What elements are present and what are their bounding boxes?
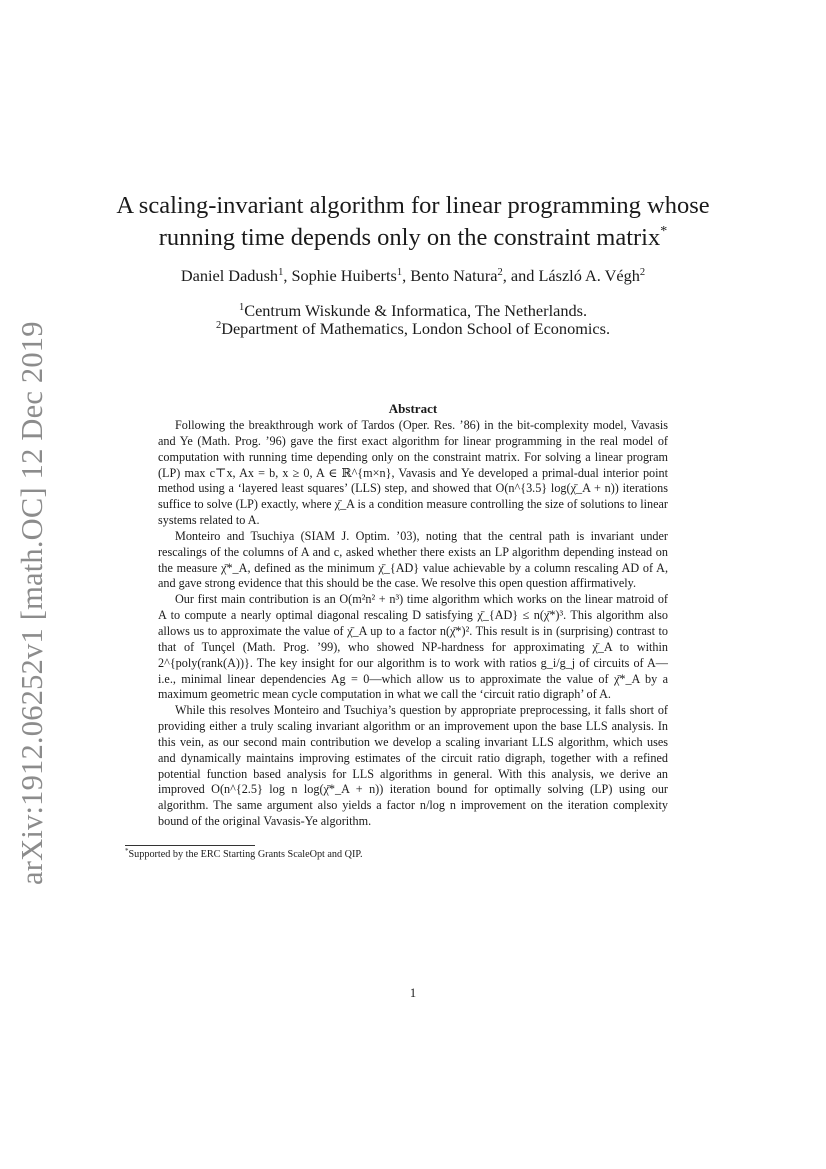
abstract-heading: Abstract [388,401,438,416]
title-line-1: A scaling-invariant algorithm for linear programming whose [116,192,710,219]
author-name: Sophie Huiberts [291,266,397,285]
author-affil-marker: 2 [497,267,503,278]
title-line-2: running time depends only on the constraint matrix* [158,224,668,251]
arxiv-identifier-stamp: arXiv:1912.06252v1 [math.OC] 12 Dec 2019 [15,321,49,885]
abstract-paragraph-4: While this resolves Monteiro and Tsuchiya’s question by appropriate preprocessing, it falls short of providing either a truly scaling invariant algorithm or an improvement upon the base LLS analysis. In this vein, as our second main contribution we develop a scaling invariant LLS algorithm, which uses and dynamically maintains improving estimates of the circuit ratio digraph, together with a refined potential function based analysis for LLS algorithms in general. With this analysis, we derive an improved O(n^{2.5} log n log(χ̄*_A + n)) iteration bound for optimally solving (LP) using our algorithm. The same argument also yields a factor n/log n improvement on the iteration complexity bound of the original Vavasis-Ye algorithm. [158,703,668,829]
affiliation-1: $^1$Centrum Wiskunde & Informatica, The Netherlands. [238,301,588,320]
author-name: Daniel Dadush [180,266,279,285]
author-affil-marker: 1 [278,267,284,278]
author-name: László A. Végh [538,266,640,285]
abstract-paragraph-3: Our first main contribution is an O(m²n² + n³) time algorithm which works on the linear matroid of A to compute a nearly optimal diagonal rescaling D satisfying χ̄_{AD} ≤ n(χ̄*)³. This algorithm also allows us to approximate the value of χ̄_A up to a factor n(χ̄*)². This result is in (surprising) contrast to that of Tunçel (Math. Prog. ’99), who showed NP-hardness for approximating χ̄_A to within 2^{poly(rank(A))}. The key insight for our algorithm is to work with ratios g_i/g_j of circuits of A—i.e., minimal linear dependencies Ag = 0—which allow us to approximate the value of χ̄*_A by a maximum geometric mean cycle computation in what we call the ‘circuit ratio digraph’ of A. [158,592,668,702]
affiliation-2: $^2$Department of Mathematics, London School of Economics. [215,319,611,338]
page-number: 1 [409,986,417,1000]
abstract-paragraph-2: Monteiro and Tsuchiya (SIAM J. Optim. ’03), noting that the central path is invariant under rescalings of the columns of A and c, asked whether there exists an LP algorithm depending instead on the measure χ̄*_A, defined as the minimum χ̄_{AD} value achievable by a column rescaling AD of A, and gave strong evidence that this should be the case. We resolve this open question affirmatively. [158,528,668,591]
title-footnote-marker: * [660,224,668,239]
abstract-paragraph-1: Following the breakthrough work of Tardos (Oper. Res. ’86) in the bit-complexity model, Vavasis and Ye (Math. Prog. ’96) gave the first exact algorithm for linear programming in the real model of computation with running time depending only on the constraint matrix. For solving a linear program (LP) max c⊤x, Ax = b, x ≥ 0, A ∈ ℝ^{m×n}, Vavasis and Ye developed a primal-dual interior point method using a ‘layered least squares’ (LLS) step, and showed that O(n^{3.5} log(χ̄_A + n)) iterations suffice to solve (LP) exactly, where χ̄_A is a condition measure controlling the size of solutions to linear systems related to A. [158,418,668,528]
author-name: Bento Natura [410,266,498,285]
abstract-body [158,418,668,830]
footnote: *Supported by the ERC Starting Grants ScaleOpt and QIP. [125,847,363,860]
author-affil-marker: 2 [639,267,646,278]
author-affil-marker: 1 [396,267,403,278]
footnote-divider [125,845,255,846]
author-list: Daniel Dadush$^1$, Sophie Huiberts$^1$, Bento Natura$^2$, and László A. Végh$^2$ [180,266,646,285]
paper-title [100,190,726,254]
